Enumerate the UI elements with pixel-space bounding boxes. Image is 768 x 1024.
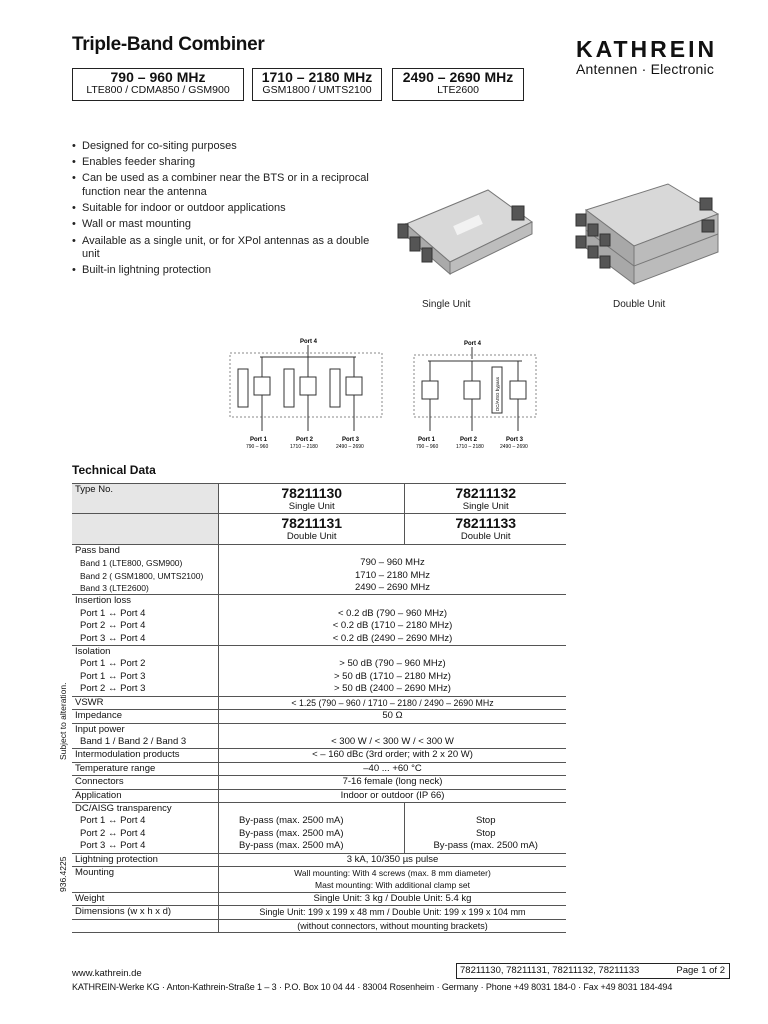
insertion-loss-row-label: Port 1 ↔ Port 4 [80,607,146,619]
weight-label: Weight [72,892,219,905]
temperature-label: Temperature range [72,762,219,775]
footer-page: Page 1 of 2 [676,965,725,976]
insertion-loss-value: < 0.2 dB (2490 – 2690 MHz) [219,633,567,646]
dimensions-value: Single Unit: 199 x 199 x 48 mm / Double Unit: 199 x 199 x 104 mm [219,906,567,919]
dc-single-value: By-pass (max. 2500 mA) [219,815,405,827]
diagram-range1-label: 790 – 960 [416,444,439,450]
pass-band-row-label: Band 1 (LTE800, GSM900) [80,558,183,569]
mounting-value-mast: Mast mounting: With additional clamp set [219,879,567,892]
footer-address: KATHREIN-Werke KG · Anton-Kathrein-Straße 1 – 3 · P.O. Box 10 04 44 · 83004 Rosenheim · Germany · Phone +49 8031 184-0 · Fax +49 8031 184-494 [72,982,673,992]
input-power-label: Input power [72,723,219,736]
diagram-port4-label: Port 4 [300,339,318,345]
insertion-loss-value: < 0.2 dB (790 – 960 MHz) [219,608,567,620]
insertion-loss-label: Insertion loss [72,595,219,608]
pass-band-value: 2490 – 2690 MHz [219,582,567,595]
temperature-value: –40 ... +60 °C [219,762,567,775]
feature-item: • Enables feeder sharing [72,156,372,170]
diagram-range1-label: 790 – 960 [246,444,269,450]
input-power-sub-label: Band 1 / Band 2 / Band 3 [80,735,187,747]
document-number: 936.4225 [58,856,68,892]
diagram-port2-label: Port 2 [296,437,314,443]
page-title: Triple-Band Combiner [72,34,265,55]
side-note: Subject to alteration. [58,682,68,760]
mounting-value-wall: Wall mounting: With 4 screws (max. 8 mm diameter) [219,866,567,879]
logo-wordmark: KATHREIN [576,36,718,60]
diagram-port3-label: Port 3 [506,437,524,443]
diagram-range2-label: 1710 – 2180 [456,444,484,450]
band-box-2 [252,68,382,101]
weight-value: Single Unit: 3 kg / Double Unit: 5.4 kg [219,892,567,905]
dc-row-label: Port 1 ↔ Port 4 [80,815,146,827]
band-box-3 [392,68,524,101]
isolation-row-label: Port 2 ↔ Port 3 [80,683,146,695]
type-number: 78211131 [219,514,405,532]
band-frequency: 1710 – 2180 MHz [261,69,373,85]
dc-double-value: By-pass (max. 2500 mA) [405,840,566,853]
diagram-port2-label: Port 2 [460,437,478,443]
double-unit-photo [568,180,734,298]
isolation-value: > 50 dB (2400 – 2690 MHz) [219,683,567,696]
footer-website[interactable]: www.kathrein.de [72,968,142,979]
connectors-value: 7-16 female (long neck) [219,776,567,789]
single-unit-caption: Single Unit [422,299,471,310]
pass-band-row-label: Band 2 ( GSM1800, UMTS2100) [80,570,204,581]
vswr-value: < 1.25 (790 – 960 / 1710 – 2180 / 2490 – 2690 MHz [219,696,567,709]
band-systems: LTE2600 [437,83,479,96]
diagram-port3-label: Port 3 [342,437,360,443]
isolation-row-label: Port 1 ↔ Port 3 [80,670,146,682]
insertion-loss-value: < 0.2 dB (1710 – 2180 MHz) [219,620,567,632]
intermod-label: Intermodulation products [72,749,219,762]
connectors-label: Connectors [72,776,219,789]
dc-single-value: By-pass (max. 2500 mA) [219,840,405,853]
type-number: 78211132 [405,484,566,502]
type-desc: Single Unit [219,501,405,514]
isolation-row-label: Port 1 ↔ Port 2 [80,658,146,670]
insertion-loss-row-label: Port 2 ↔ Port 4 [80,620,146,632]
dc-double-value: Stop [405,815,566,827]
type-desc: Single Unit [405,501,566,514]
diagram-range3-label: 2490 – 2690 [500,444,528,450]
impedance-value: 50 Ω [219,710,567,723]
isolation-value: > 50 dB (790 – 960 MHz) [219,658,567,670]
band-box-1 [72,68,244,101]
band-systems: GSM1800 / UMTS2100 [262,83,372,96]
input-power-value: < 300 W / < 300 W / < 300 W [219,736,567,749]
diagram-port1-label: Port 1 [250,437,268,443]
pass-band-value: 1710 – 2180 MHz [219,570,567,582]
diagram-port4-label: Port 4 [464,341,482,347]
mounting-label: Mounting [72,866,219,879]
dc-double-value: Stop [405,828,566,840]
band-frequency: 2490 – 2690 MHz [402,69,514,85]
isolation-value: > 50 dB (1710 – 2180 MHz) [219,671,567,683]
feature-item: • Wall or mast mounting [72,218,372,232]
block-diagram-single [228,335,388,451]
diagram-range3-label: 2490 – 2690 [336,444,364,450]
pass-band-value: 790 – 960 MHz [219,557,567,569]
dc-aisg-label: DC/AISG transparency [72,802,219,815]
feature-item: • Available as a single unit, or for XPol antennas as a double unit [72,235,372,262]
technical-data-table [72,483,566,933]
double-unit-caption: Double Unit [613,299,666,310]
pass-band-row-label: Band 3 (LTE2600) [80,583,149,594]
vswr-label: VSWR [72,696,219,709]
type-no-label: Type No. [72,484,219,514]
feature-list [72,140,372,281]
dc-single-value: By-pass (max. 2500 mA) [219,828,405,840]
diagram-port1-label: Port 1 [418,437,436,443]
lightning-value: 3 kA, 10/350 µs pulse [219,853,567,866]
diagram-range2-label: 1710 – 2180 [290,444,318,450]
lightning-label: Lightning protection [72,853,219,866]
dc-row-label: Port 2 ↔ Port 4 [80,827,146,839]
dc-row-label: Port 3 ↔ Port 4 [80,840,146,852]
insertion-loss-row-label: Port 3 ↔ Port 4 [80,632,146,644]
type-desc: Double Unit [405,531,566,544]
feature-item: • Suitable for indoor or outdoor applications [72,202,372,216]
kathrein-logo [576,36,732,60]
impedance-label: Impedance [72,710,219,723]
brand-subtitle: Antennen · Electronic [576,61,715,77]
single-unit-photo [392,182,542,292]
type-number: 78211130 [219,484,405,502]
technical-data-heading: Technical Data [72,463,156,477]
band-frequency: 790 – 960 MHz [110,69,206,85]
block-diagram-double [412,337,542,451]
intermod-value: < – 160 dBc (3rd order; with 2 x 20 W) [219,749,567,762]
pass-band-label: Pass band [72,544,219,557]
feature-item: • Designed for co-siting purposes [72,140,372,154]
band-systems: LTE800 / CDMA850 / GSM900 [86,83,230,96]
feature-item: • Can be used as a combiner near the BTS or in a reciprocal function near the antenna [72,172,372,199]
type-desc: Double Unit [219,531,405,544]
isolation-label: Isolation [72,646,219,659]
dimensions-note: (without connectors, without mounting brackets) [219,919,567,932]
footer-types: 78211130, 78211131, 78211132, 78211133 [460,965,640,976]
dimensions-label: Dimensions (w x h x d) [72,906,219,919]
application-value: Indoor or outdoor (IP 66) [219,789,567,802]
diagram-block-label: DC/AISG bypass [495,376,500,411]
application-label: Application [72,789,219,802]
feature-item: • Built-in lightning protection [72,264,372,278]
type-number: 78211133 [405,514,566,532]
footer-type-box [456,963,730,979]
